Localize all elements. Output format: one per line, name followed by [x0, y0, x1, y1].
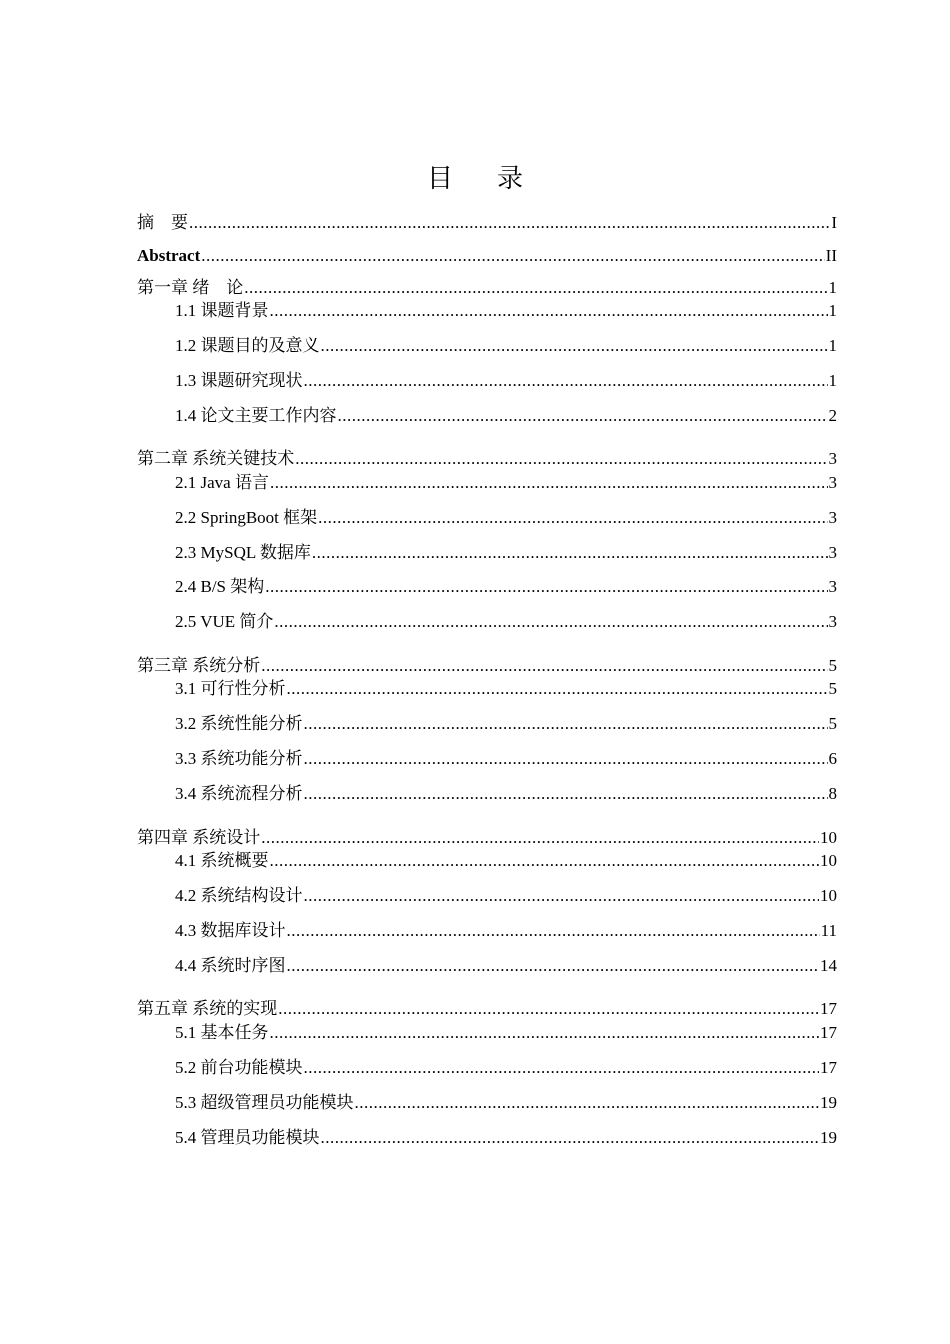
toc-label: 3.4 系统流程分析 [175, 784, 303, 803]
toc-label: 摘 要 [137, 213, 188, 232]
toc-page-number: II [825, 246, 837, 265]
toc-entry-3-3[interactable] [175, 748, 837, 770]
toc-page-number: 1 [828, 301, 837, 320]
toc-entry-2-5[interactable] [175, 611, 837, 633]
toc-page-number: 6 [828, 749, 837, 768]
toc-entry-1-2[interactable] [175, 335, 837, 357]
toc-leader [244, 277, 827, 299]
toc-entry-chapter-5[interactable] [137, 998, 837, 1020]
toc-label: 4.1 系统概要 [175, 851, 269, 870]
toc-leader [304, 783, 828, 805]
toc-page-number: 2 [828, 406, 837, 425]
toc-entry-chapter-4[interactable] [137, 827, 837, 849]
toc-entry-3-1[interactable] [175, 678, 837, 700]
toc-label: 第四章 系统设计 [137, 828, 261, 847]
page-title [0, 158, 950, 195]
toc-entry-2-2[interactable] [175, 507, 837, 529]
toc-label: 第一章 绪 论 [137, 278, 244, 297]
toc-page-number: 5 [828, 679, 837, 698]
toc-leader [261, 827, 819, 849]
toc-label: 2.1 Java 语言 [175, 473, 269, 492]
toc-page-number: 10 [820, 886, 837, 905]
toc-entry-2-3[interactable] [175, 542, 837, 564]
toc-entry-2-1[interactable] [175, 472, 837, 494]
toc-entry-1-1[interactable] [175, 300, 837, 322]
toc-page-number: 3 [828, 473, 837, 492]
toc-label: Abstract [137, 246, 201, 265]
toc-entry-1-3[interactable] [175, 370, 837, 392]
toc-page-number: I [831, 213, 837, 232]
toc-entry-3-2[interactable] [175, 713, 837, 735]
toc-leader [321, 1127, 820, 1149]
toc-label: 1.1 课题背景 [175, 301, 269, 320]
toc-page-number: 3 [828, 543, 837, 562]
toc-page-number: 5 [828, 714, 837, 733]
toc-leader [321, 335, 828, 357]
toc-page-number: 10 [820, 851, 837, 870]
toc-page-number: 17 [820, 1023, 837, 1042]
toc-entry-5-1[interactable] [175, 1022, 837, 1044]
toc-page-number: 3 [828, 508, 837, 527]
toc-entry-abstract-cn[interactable] [137, 212, 837, 234]
toc-label: 4.3 数据库设计 [175, 921, 286, 940]
toc-page-number: 17 [820, 1058, 837, 1077]
toc-leader [270, 1022, 820, 1044]
toc-leader [265, 576, 827, 598]
toc-leader [304, 370, 828, 392]
toc-entry-chapter-1[interactable] [137, 277, 837, 299]
toc-entry-4-3[interactable] [175, 920, 837, 942]
toc-page-number: 11 [820, 921, 837, 940]
toc-leader [295, 448, 827, 470]
toc-label: 第三章 系统分析 [137, 656, 261, 675]
toc-entry-4-1[interactable] [175, 850, 837, 872]
toc-label: 2.5 VUE 简介 [175, 612, 274, 631]
toc-entry-5-3[interactable] [175, 1092, 837, 1114]
toc-label: 1.3 课题研究现状 [175, 371, 303, 390]
toc-leader [261, 655, 827, 677]
toc-label: 2.2 SpringBoot 框架 [175, 508, 318, 527]
toc-label: 5.4 管理员功能模块 [175, 1128, 320, 1147]
toc-label: 4.2 系统结构设计 [175, 886, 303, 905]
toc-label: 5.1 基本任务 [175, 1023, 269, 1042]
toc-label: 1.4 论文主要工作内容 [175, 406, 337, 425]
toc-page-number: 1 [828, 371, 837, 390]
toc-entry-4-4[interactable] [175, 955, 837, 977]
toc-leader [270, 850, 820, 872]
toc-page-number: 8 [828, 784, 837, 803]
toc-page-number: 3 [828, 612, 837, 631]
toc-label: 2.4 B/S 架构 [175, 577, 265, 596]
toc-leader [304, 713, 828, 735]
toc-label: 第五章 系统的实现 [137, 999, 278, 1018]
toc-leader [304, 1057, 820, 1079]
toc-entry-5-2[interactable] [175, 1057, 837, 1079]
toc-entry-chapter-3[interactable] [137, 655, 837, 677]
toc-leader [287, 955, 820, 977]
toc-leader [318, 507, 827, 529]
toc-leader [201, 245, 824, 267]
toc-label: 3.1 可行性分析 [175, 679, 286, 698]
toc-entry-abstract-en[interactable] [137, 245, 837, 267]
toc-leader [338, 405, 828, 427]
toc-entry-4-2[interactable] [175, 885, 837, 907]
toc-entry-2-4[interactable] [175, 576, 837, 598]
toc-page-number: 1 [828, 278, 837, 297]
toc-label: 5.2 前台功能模块 [175, 1058, 303, 1077]
toc-page-number: 19 [820, 1128, 837, 1147]
toc-leader [287, 920, 820, 942]
toc-label: 3.2 系统性能分析 [175, 714, 303, 733]
title-char-1: 目 [426, 164, 453, 193]
toc-page-number: 3 [828, 577, 837, 596]
toc-page-number: 19 [820, 1093, 837, 1112]
toc-entry-1-4[interactable] [175, 405, 837, 427]
toc-entry-5-4[interactable] [175, 1127, 837, 1149]
toc-label: 第二章 系统关键技术 [137, 449, 295, 468]
toc-leader [304, 885, 820, 907]
toc-leader [312, 542, 828, 564]
toc-leader [304, 748, 828, 770]
toc-leader [274, 611, 827, 633]
toc-label: 5.3 超级管理员功能模块 [175, 1093, 354, 1112]
toc-label: 4.4 系统时序图 [175, 956, 286, 975]
toc-leader [355, 1092, 820, 1114]
toc-leader [278, 998, 819, 1020]
toc-page-number: 17 [820, 999, 837, 1018]
toc-page-number: 14 [820, 956, 837, 975]
toc-label: 1.2 课题目的及意义 [175, 336, 320, 355]
toc-label: 3.3 系统功能分析 [175, 749, 303, 768]
toc-page-number: 1 [828, 336, 837, 355]
toc-entry-3-4[interactable] [175, 783, 837, 805]
toc-leader [287, 678, 828, 700]
toc-label: 2.3 MySQL 数据库 [175, 543, 311, 562]
toc-page-number: 10 [820, 828, 837, 847]
toc-entry-chapter-2[interactable] [137, 448, 837, 470]
toc-leader [270, 472, 828, 494]
toc-leader [270, 300, 828, 322]
toc-page-number: 5 [828, 656, 837, 675]
toc-leader [189, 212, 830, 234]
title-char-2: 录 [497, 164, 524, 193]
toc-page-number: 3 [828, 449, 837, 468]
